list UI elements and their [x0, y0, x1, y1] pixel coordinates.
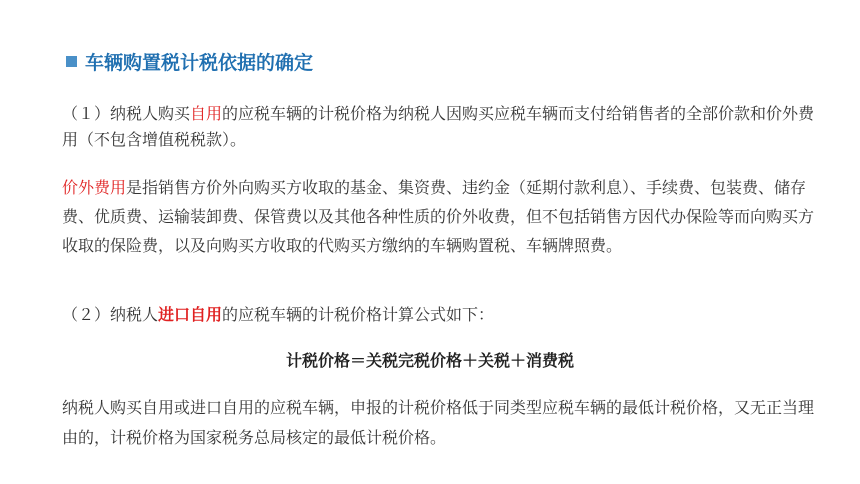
highlight-self-use: 自用: [190, 104, 223, 123]
tax-price-formula: 计税价格＝关税完税价格＋关税＋消费税: [285, 351, 574, 370]
paragraph-import-use-body: 的应税车辆的计税价格计算公式如下：: [222, 305, 495, 324]
highlight-extra-charges: 价外费用: [62, 178, 127, 197]
paragraph-import-use-lead: （２）纳税人: [62, 305, 159, 324]
paragraph-minimum-price: 纳税人购买自用或进口自用的应税车辆，申报的计税价格低于同类型应税车辆的最低计税价格，又无正当理由的，计税价格为国家税务总局核定的最低计税价格。: [62, 398, 815, 447]
section-heading: [66, 48, 313, 75]
section-heading-text: 车辆购置税计税依据的确定: [85, 52, 314, 74]
paragraph-import-use: [62, 302, 822, 328]
paragraph-extra-charges-body: 是指销售方价外向购买方收取的基金、集资费、违约金（延期付款利息）、手续费、包装费、储存费、优质费、运输装卸费、保管费以及其他各种性质的价外收费，但不包括销售方因代办保险等而向购买方收取的保险费，以及向购买方收取的代购买方缴纳的车辆购置税、车辆牌照费。: [62, 178, 815, 255]
highlight-import-use: 进口自用: [158, 305, 223, 324]
square-bullet-icon: [66, 56, 77, 67]
paragraph-self-use: [62, 101, 822, 153]
paragraph-extra-charges: [62, 173, 822, 260]
paragraph-self-use-lead: （１）纳税人购买: [62, 104, 191, 123]
paragraph-self-use-body: 的应税车辆的计税价格为纳税人因购买应税车辆而支付给销售者的全部价款和价外费用（不包含增值税税款）。: [62, 104, 815, 149]
